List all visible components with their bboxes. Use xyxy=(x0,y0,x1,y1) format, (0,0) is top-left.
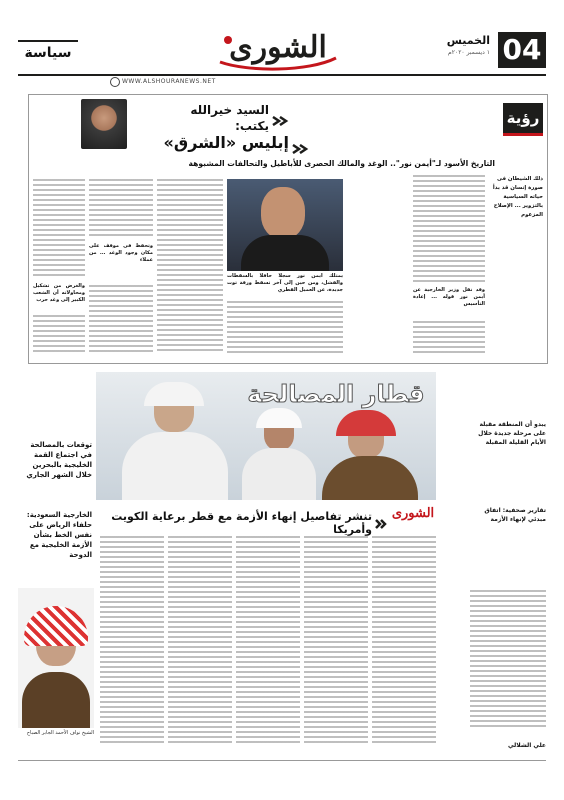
portrait-body xyxy=(241,235,329,271)
section-tag-box xyxy=(503,103,543,133)
story-column-4 xyxy=(304,536,368,744)
story-byline: علي الشلالي xyxy=(507,742,546,749)
date-weekday: الخميس xyxy=(446,34,490,47)
opinion-side-quote: ذلك الشيطان فى صورة إنسان قد بدأ حياته السياسية بالتزوير ... الإصلاح المزعوم xyxy=(492,176,543,218)
secondary-headwear xyxy=(24,606,88,646)
opinion-photo xyxy=(227,179,343,271)
section-tab xyxy=(18,40,78,66)
date-block xyxy=(400,34,490,68)
author-name: السيد خيرالله xyxy=(190,103,269,117)
secondary-photo xyxy=(18,588,94,728)
portrait-head xyxy=(261,187,305,239)
secondary-robe xyxy=(22,672,90,728)
opinion-right-quote-1: وتحفظ فى موقف على مكان وجود الوغد ... من عملاء xyxy=(89,243,153,263)
figure-mid-headwear xyxy=(256,408,302,428)
chevron-icon xyxy=(271,111,289,121)
page-number: 04 xyxy=(498,32,546,68)
figure-mid-robe xyxy=(242,448,316,500)
figure-right-headwear xyxy=(336,410,396,436)
website-url: WWW.ALSHOURANEWS.NET xyxy=(122,78,216,85)
brief-right-2: تقارير صحفية: اتفاق مبدئي لإنهاء الأزمة xyxy=(484,507,546,523)
opinion-section xyxy=(28,94,548,364)
figure-left-headwear xyxy=(144,382,204,406)
opinion-title: إبليس «الشرق» xyxy=(163,133,289,152)
brief-right-body xyxy=(470,590,546,730)
masthead-rule xyxy=(18,74,546,76)
opinion-subtitle: التاريخ الأسود لـ"أيمن نور".. الوغد والمالك الحصرى للأباطيل والتحالفات المشبوهة xyxy=(188,159,495,168)
opinion-right-quote-2: والغرض من تشكيل ومحاولاته أن الشعب الكبير إلى وغد حرب xyxy=(33,283,85,303)
section-label: سياسة xyxy=(24,45,72,61)
figure-left-robe xyxy=(122,432,228,500)
masthead xyxy=(18,28,546,88)
globe-icon xyxy=(110,77,120,87)
opinion-column-1b xyxy=(413,321,485,353)
brief-right-1: يبدو أن المنطقة مقبلة على مرحلة جديدة خلال الأيام القليلة المقبلة xyxy=(478,421,546,446)
story-column-1 xyxy=(100,536,164,744)
opinion-column-1 xyxy=(413,175,485,283)
opinion-column-4a xyxy=(89,179,153,239)
headline-bar xyxy=(96,504,436,536)
story-column-2 xyxy=(168,536,232,744)
newspaper-logo xyxy=(208,28,348,72)
opinion-mid-quote: وقد نقل وزير الخارجية عن أيمن نور قوله ... إعادة التأسيس xyxy=(413,287,485,307)
secondary-photo-caption: الشيخ نواف الأحمد الجابر الصباح xyxy=(26,730,94,736)
opinion-column-3 xyxy=(157,179,223,353)
story-column-3 xyxy=(236,536,300,744)
brief-left-2: الخارجية السعودية: حلفاء الرياض على نفس الخط بشأن الأزمة الخليجية مع الدوحة xyxy=(26,511,92,559)
opinion-photo-caption: يمتلك أيمن نور سجلا حافلا بالسقطات والفشل، ومن حين إلى آخر تسقط ورقة توت جديدة، عن العميل القطري xyxy=(227,273,343,293)
story-column-5 xyxy=(372,536,436,744)
opinion-column-4b xyxy=(89,285,153,353)
headline-text: تنشر تفاصيل إنهاء الأزمة مع قطر برعاية الكويت وأمريكا xyxy=(111,510,372,536)
opinion-column-5a xyxy=(33,179,85,279)
page-bottom-rule xyxy=(18,760,546,761)
banner-title: قطار المصالحة xyxy=(247,380,425,408)
chevron-icon xyxy=(291,139,309,149)
section-tag-accent xyxy=(503,133,543,136)
headline-brand: الشورى xyxy=(391,506,435,521)
author-writes: يكتب: xyxy=(235,119,269,133)
figure-right-robe xyxy=(322,456,418,500)
chevron-icon xyxy=(374,514,388,524)
date-full: ١ ديسمبر ٢٠٢٠م xyxy=(448,49,490,56)
opinion-column-5b xyxy=(33,315,85,353)
logo-text: الشورى xyxy=(229,30,327,65)
opinion-column-2 xyxy=(227,301,343,353)
section-tag: رؤية xyxy=(506,109,540,127)
brief-left-1: توقعات بالمصالحة في اجتماع القمة الخليجية بالبحرين خلال الشهر الجاري xyxy=(26,441,92,479)
